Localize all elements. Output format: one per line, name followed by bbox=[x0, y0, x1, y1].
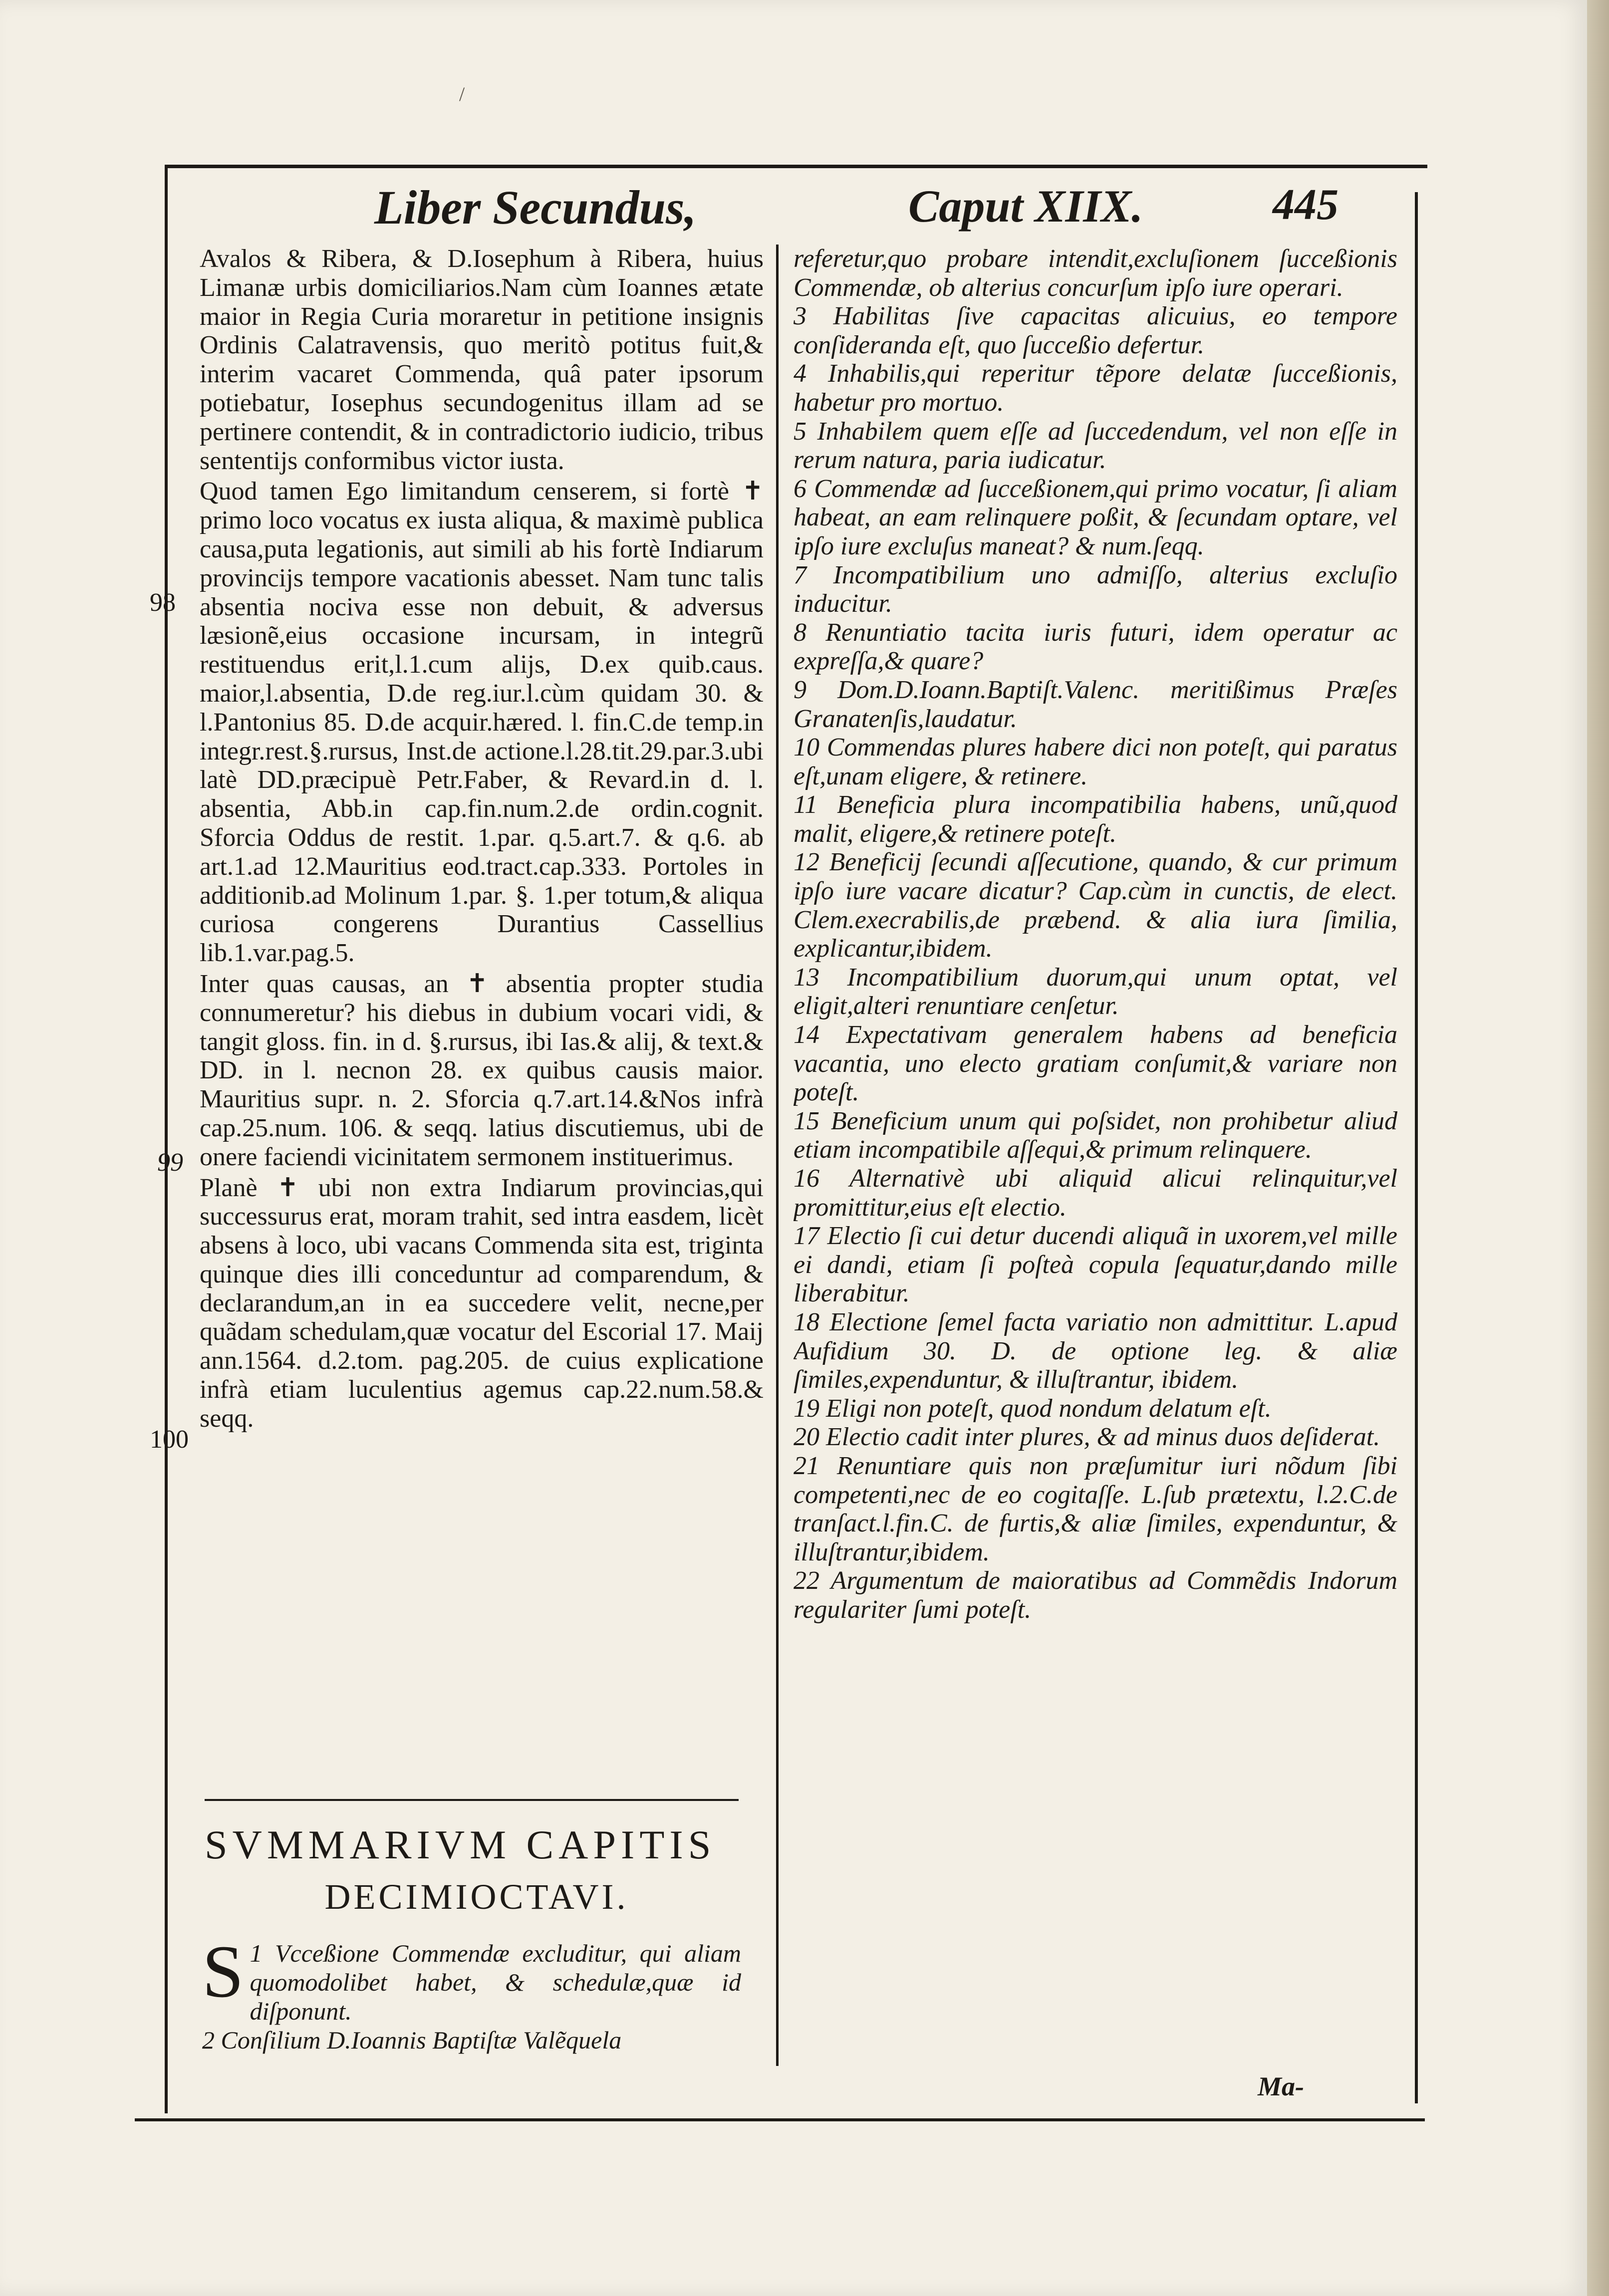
margin-number-98: 98 bbox=[150, 588, 176, 617]
summary-entry: 22 Argumentum de maioratibus ad Commẽdis Indorum regulariter ſumi poteſt. bbox=[794, 1566, 1397, 1624]
paragraph-98: Quod tamen Ego limitandum censerem, si fortè ✝ primo loco vocatus ex iusta aliqua, & maximè publica causa,puta legationis, aut simili ab his fortè Indiarum provincijs tempore vacationis abesset. Nam tunc talis absentia nociva esse non debuit, & adversus læsionẽ,eius occasione incursam, in integrũ restituendus erit,l.1.cum alijs, D.ex quib.caus. maior,l.absentia, D.de reg.iur.l.cùm quidam 30. & l.Pantonius 85. D.de acquir.hæred. l. fin.C.de temp.in integr.rest.§.rursus, Inst.de actione.l.28.tit.29.par.3.ubi latè DD.præcipuè Petr.Faber, & Revard.in d. l. absentia, Abb.in cap.fin.num.2.de ordin.cognit. Sforcia Oddus de restit. 1.par. q.5.art.7. & q.6. ab art.1.ad 12.Mauritius eod.tract.cap.333. Portoles in additionib.ad Molinum 1.par. §. 1.per totum,& aliqua curiosa congerens Durantius Cassellius lib.1.var.pag.5. bbox=[200, 477, 764, 968]
summary-entry: 14 Expectativam generalem habens ad beneficia vacantia, uno electo gratiam conſumit,& variare non poteſt. bbox=[794, 1020, 1397, 1107]
summary-entry: 8 Renuntiatio tacita iuris futuri, idem operatur ac expreſſa,& quare? bbox=[794, 618, 1397, 676]
summary-entry: 20 Electio cadit inter plures, & ad minus duos deſiderat. bbox=[794, 1423, 1380, 1452]
summary-entry: 11 Beneficia plura incompatibilia habens, unũ,quod malit, eligere,& retinere poteſt. bbox=[794, 790, 1397, 848]
summary-item-2: 2 Conſilium D.Ioannis Baptiſtæ Valẽquela bbox=[202, 2026, 622, 2054]
summary-body bbox=[202, 1930, 742, 2054]
page-gutter bbox=[1587, 0, 1609, 2296]
paragraph-99: Inter quas causas, an ✝ absentia propter studia connumeretur? his diebus in dubium vocari vidi, & tangit gloss. fin. in d. §.rursus, ibi Ias.& alij, & text.& DD. in l. necnon 28. ex quibus causis maior. Mauritius supr. n. 2. Sforcia q.7.art.14.&Nos infrà cap.25.num. 106. & seqq. latius discutiemus, ubi de onere faciendi vicinitatem sermonem instituerimus. bbox=[200, 969, 764, 1171]
paragraph-100: Planè ✝ ubi non extra Indiarum provincias,qui successurus erat, moram trahit, sed intra easdem, licèt absens à loco, ubi vacans Commenda sita est, triginta quinque dies illi conceduntur ad comparendum, & declarandum,an in ea succedere velit, necne,per quãdam schedulam,quæ vocatur del Escorial 17. Maij ann.1564. d.2.tom. pag.205. de cuius explicatione infrà etiam luculentius agemus cap.22.num.58.& seqq. bbox=[200, 1173, 764, 1433]
summary-item-number: 1 bbox=[250, 1939, 263, 1967]
column-divider bbox=[776, 245, 779, 2066]
summary-entry: 3 Habilitas ſive capacitas alicuius, eo tempore conſideranda eſt, quo ſucceßio defertur. bbox=[794, 302, 1397, 359]
left-column bbox=[200, 245, 764, 1744]
summary-item-1-text: Vcceßione Commendæ excluditur, qui aliam quomodolibet habet, & schedulæ,quæ id diſponunt. bbox=[250, 1939, 742, 2025]
summary-entry: 19 Eligi non poteſt, quod nondum delatum eſt. bbox=[794, 1394, 1272, 1423]
running-head-left: Liber Secundus, bbox=[374, 181, 697, 234]
frame-right-rule bbox=[1415, 192, 1418, 2103]
summary-entry: 13 Incompatibilium duorum,qui unum optat, vel eligit,alteri renuntiare cenſetur. bbox=[794, 963, 1397, 1020]
frame-left-rule bbox=[165, 165, 168, 2113]
drop-cap: S bbox=[202, 1930, 244, 2013]
summary-entry: 18 Electione ſemel facta variatio non admittitur. L.apud Aufidium 30. D. de optione leg. & aliæ ſimiles,expenduntur, & illuſtrantur, ibidem. bbox=[794, 1307, 1397, 1394]
catchword: Ma- bbox=[1258, 2071, 1304, 2101]
summary-rule bbox=[205, 1799, 739, 1801]
frame-bottom-rule bbox=[135, 2118, 1425, 2121]
margin-number-99: 99 bbox=[157, 1148, 183, 1177]
summary-entry: referetur,quo probare intendit,excluſionem ſucceßionis Commendæ, ob alterius concurſum ipſo iure operari. bbox=[794, 245, 1397, 302]
summary-entry: 10 Commendas plures habere dici non poteſt, qui paratus eſt,unam eligere, & retinere. bbox=[794, 733, 1397, 790]
running-head-chapter: Caput XIIX. bbox=[908, 181, 1143, 232]
right-column bbox=[794, 245, 1397, 2073]
summary-entry: 16 Alternativè ubi aliquid alicui relinquitur,vel promittitur,eius eſt electio. bbox=[794, 1164, 1397, 1222]
summary-entry: 9 Dom.D.Ioann.Baptiſt.Valenc. meritißimus Præſes Granatenſis,laudatur. bbox=[794, 675, 1397, 733]
margin-number-100: 100 bbox=[150, 1425, 189, 1454]
summary-item-1 bbox=[202, 1930, 742, 2026]
paragraph-continuation: Avalos & Ribera, & D.Iosephum à Ribera, huius Limanæ urbis domiciliarios.Nam cùm Ioannes ætate maior in Regia Curia moraretur in petitione insignis Ordinis Calatravensis, quo meritò potitus fuit,& interim vacaret Commenda, quâ pater ipsorum potiebatur, Iosephus secundogenitus illam ad se pertinere contendit, & in contradictorio iudicio, tribus sententijs conformibus victor iusta. bbox=[200, 245, 764, 475]
summary-entry: 21 Renuntiare quis non præſumitur iuri nõdum ſibi competenti,nec de eo cogitaſſe. L.ſub prætextu, l.2.C.de tranſact.l.fin.C. de furtis,& aliæ ſimiles, expenduntur, & illuſtrantur,ibidem. bbox=[794, 1451, 1397, 1566]
summary-entry: 15 Beneficium unum qui poſsidet, non prohibetur aliud etiam incompatibile aſſequi,& primum relinquere. bbox=[794, 1106, 1397, 1164]
summary-entry: 5 Inhabilem quem eſſe ad ſuccedendum, vel non eſſe in rerum natura, paria iudicatur. bbox=[794, 417, 1397, 475]
frame-top-rule bbox=[167, 165, 1427, 168]
summary-entry: 17 Electio ſi cui detur ducendi aliquã in uxorem,vel mille ei dandi, etiam ſi poſteà copula ſequatur,dando mille liberabitur. bbox=[794, 1222, 1397, 1308]
summary-subtitle: DECIMIOCTAVI. bbox=[324, 1877, 629, 1917]
summary-entry: 7 Incompatibilium uno admiſſo, alterius excluſio inducitur. bbox=[794, 560, 1397, 618]
scratch-mark: / bbox=[459, 83, 465, 105]
page-number: 445 bbox=[1273, 181, 1339, 229]
summary-entry: 4 Inhabilis,qui reperitur tẽpore delatæ ſucceßionis, habetur pro mortuo. bbox=[794, 359, 1397, 417]
summary-entry: 12 Beneficij ſecundi aſſecutione, quando, & cur primum ipſo iure vacare dicatur? Cap.cùm in cunctis, de elect. Clem.execrabilis,de præbend. & alia iura ſimilia, explicantur,ibidem. bbox=[794, 848, 1397, 963]
summary-title: SVMMARIVM CAPITIS bbox=[205, 1822, 716, 1867]
summary-entry: 6 Commendæ ad ſucceßionem,qui primo vocatur, ſi aliam habeat, an eam relinquere poßit, & ſecundam optare, vel ipſo iure excluſus maneat? & num.ſeqq. bbox=[794, 474, 1397, 560]
